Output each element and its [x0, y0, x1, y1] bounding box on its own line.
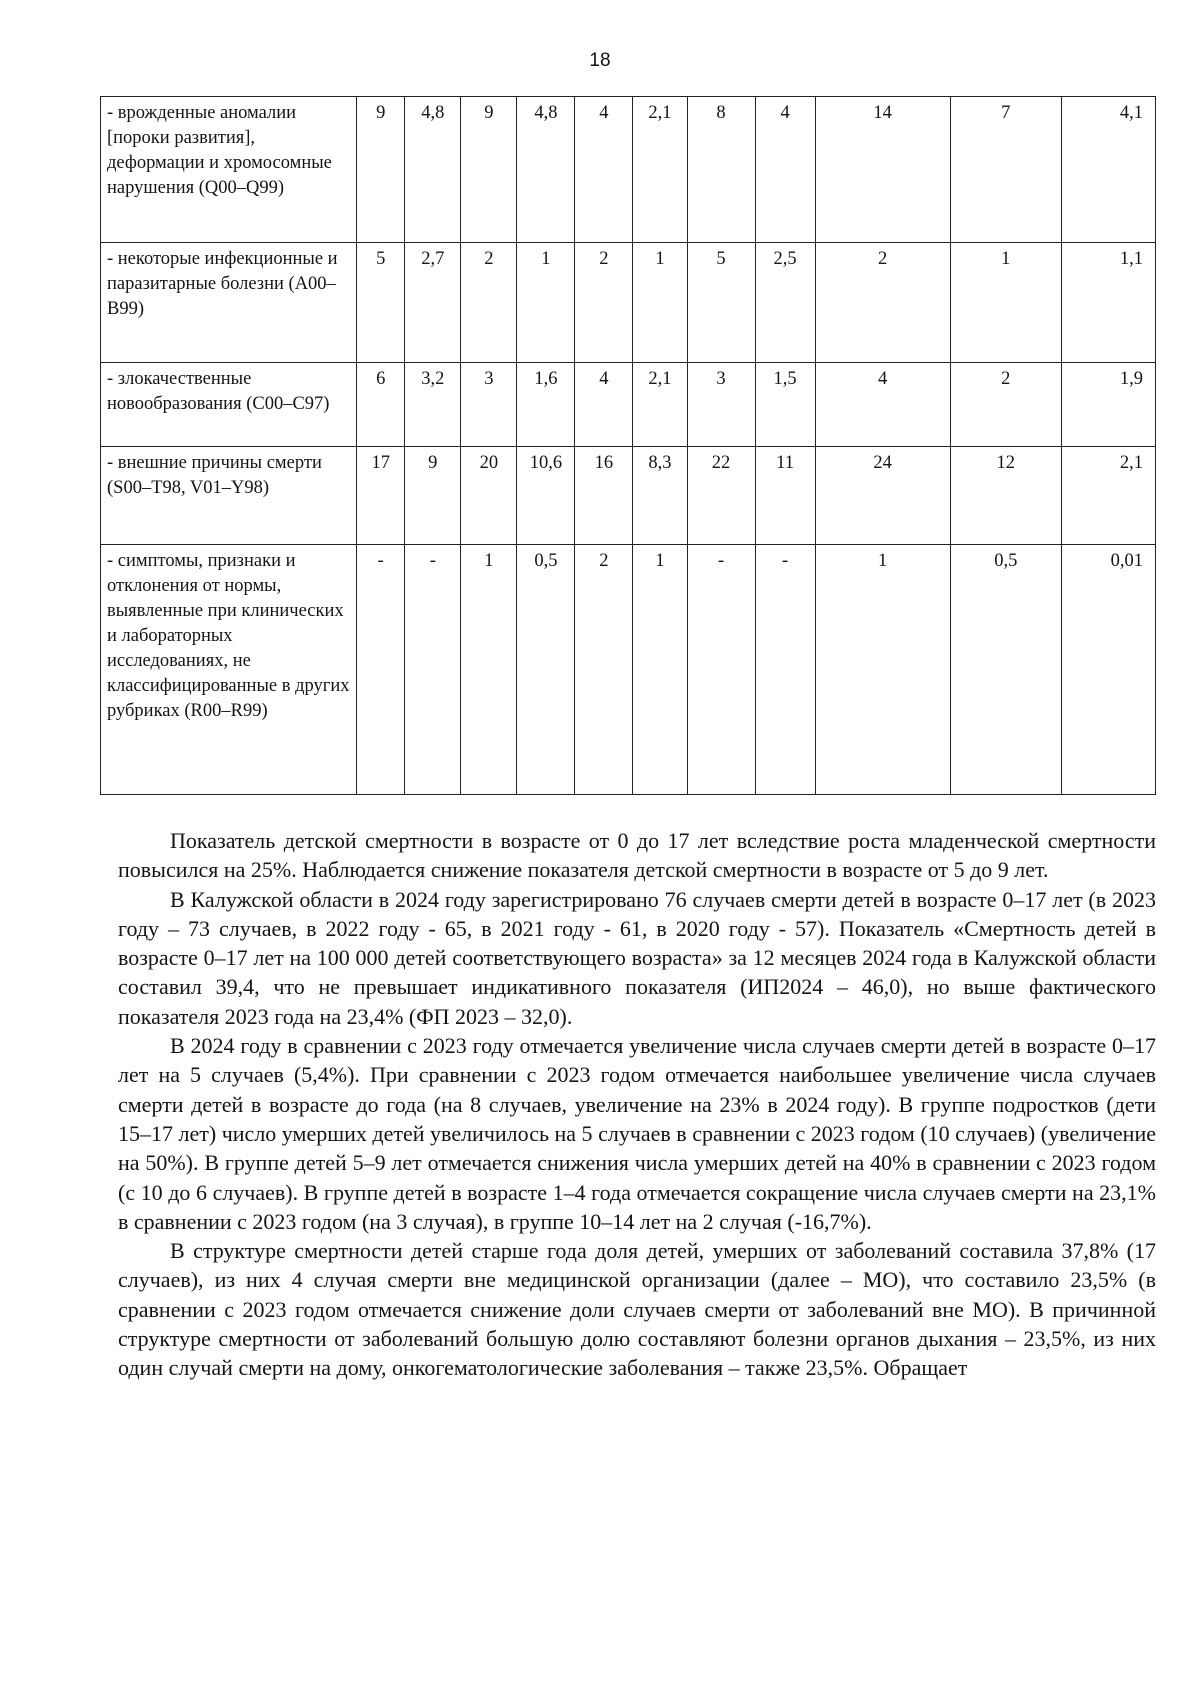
cause-label: - злокачественные новообразования (C00–C97) [101, 363, 357, 447]
table-row [101, 243, 1156, 363]
table-cell: 9 [357, 97, 405, 243]
table-row [101, 545, 1156, 795]
cause-label: - внешние причины смерти (S00–T98, V01–Y98) [101, 447, 357, 545]
table-cell: 2 [950, 363, 1061, 447]
page-number: 18 [589, 50, 611, 71]
table-cell: 24 [815, 447, 950, 545]
cause-label: - врожденные аномалии [пороки развития], деформации и хромосомные нарушения (Q00–Q99) [101, 97, 357, 243]
table-cell: 4 [575, 363, 633, 447]
table-cell: 1 [950, 243, 1061, 363]
table-cell: 4 [755, 97, 815, 243]
table-cell: 8 [687, 97, 755, 243]
table-cell: 7 [950, 97, 1061, 243]
table-cell: 2,1 [1061, 447, 1155, 545]
table-cell: 0,01 [1061, 545, 1155, 795]
table-cell: 17 [357, 447, 405, 545]
paragraph: В 2024 году в сравнении с 2023 году отмечается увеличение числа случаев смерти детей в возрасте 0–17 лет на 5 случаев (5,4%). При сравнении с 2023 годом отмечается наибольшее увеличение числа случаев смерти детей в возрасте до года (на 8 случаев, увеличение на 23% в 2024 году). В группе подростков (дети 15–17 лет) число умерших детей увеличилось на 5 случаев в сравнении с 2023 годом (10 случаев) (увеличение на 50%). В группе детей 5–9 лет отмечается снижения числа умерших детей на 40% в сравнении с 2023 годом (с 10 до 6 случаев). В группе детей в возрасте 1–4 года отмечается сокращение числа случаев смерти на 23,1% в сравнении с 2023 годом (на 3 случая), в группе 10–14 лет на 2 случая (-16,7%). [118, 1033, 1156, 1234]
table-cell: 1 [517, 243, 575, 363]
table-cell: 1 [461, 545, 517, 795]
table-cell: 1 [633, 545, 687, 795]
table-row [101, 97, 1156, 243]
table-cell: 4,8 [517, 97, 575, 243]
table-cell: 1 [633, 243, 687, 363]
table-cell: 3 [687, 363, 755, 447]
table-cell: 2 [575, 243, 633, 363]
table-cell: 2,7 [405, 243, 461, 363]
table-cell: 2,1 [633, 363, 687, 447]
table-cell: 4,8 [405, 97, 461, 243]
table-cell: 6 [357, 363, 405, 447]
table-cell: 1 [815, 545, 950, 795]
table-cell: - [405, 545, 461, 795]
table-cell: 1,1 [1061, 243, 1155, 363]
table-cell: 8,3 [633, 447, 687, 545]
table-cell: 4,1 [1061, 97, 1155, 243]
mortality-causes-table [100, 96, 1156, 795]
table-cell: 2 [461, 243, 517, 363]
table-cell: 2 [815, 243, 950, 363]
table-cell: 11 [755, 447, 815, 545]
table-cell: 1,9 [1061, 363, 1155, 447]
table-cell: 22 [687, 447, 755, 545]
paragraph: В Калужской области в 2024 году зарегистрировано 76 случаев смерти детей в возрасте 0–17 лет (в 2023 году – 73 случаев, в 2022 году - 65, в 2021 году - 61, в 2020 году - 57). Показатель «Смертность детей в возрасте 0–17 лет на 100 000 детей соответствующего возраста» за 12 месяцев 2024 года в Калужской области составил 39,4, что не превышает индикативного показателя (ИП2024 – 46,0), но выше фактического показателя 2023 года на 23,4% (ФП 2023 – 32,0). [118, 886, 1156, 1029]
table-cell: 9 [461, 97, 517, 243]
table-cell: 4 [815, 363, 950, 447]
body-text [118, 826, 1156, 1383]
table-cell: 14 [815, 97, 950, 243]
table-cell: 5 [687, 243, 755, 363]
table-cell: 3,2 [405, 363, 461, 447]
table-cell: - [357, 545, 405, 795]
table-cell: 9 [405, 447, 461, 545]
table-cell: 16 [575, 447, 633, 545]
table-cell: 0,5 [950, 545, 1061, 795]
table-cell: 20 [461, 447, 517, 545]
table-cell: 4 [575, 97, 633, 243]
cause-label: - симптомы, признаки и отклонения от нормы, выявленные при клинических и лабораторных исследованиях, не классифицированные в других рубриках (R00–R99) [101, 545, 357, 795]
cause-label: - некоторые инфекционные и паразитарные болезни (A00–B99) [101, 243, 357, 363]
table-cell: 0,5 [517, 545, 575, 795]
table-cell: 5 [357, 243, 405, 363]
table-row [101, 447, 1156, 545]
paragraph: В структуре смертности детей старше года доля детей, умерших от заболеваний составила 37,8% (17 случаев), из них 4 случая смерти вне медицинской организации (далее – МО), что составило 23,5% (в сравнении с 2023 годом отмечается снижение доли случаев смерти от заболеваний вне МО). В причинной структуре смертности от заболеваний большую долю составляют болезни органов дыхания – 23,5%, из них один случай смерти на дому, онкогематологические заболевания – также 23,5%. Обращает [118, 1238, 1156, 1381]
table-cell: 10,6 [517, 447, 575, 545]
table-cell: 2,1 [633, 97, 687, 243]
table-cell: - [755, 545, 815, 795]
table-cell: 2,5 [755, 243, 815, 363]
table-cell: 1,5 [755, 363, 815, 447]
table-cell: - [687, 545, 755, 795]
table-row [101, 363, 1156, 447]
table-cell: 1,6 [517, 363, 575, 447]
paragraph: Показатель детской смертности в возрасте от 0 до 17 лет вследствие роста младенческой смертности повысился на 25%. Наблюдается снижение показателя детской смертности в возрасте от 5 до 9 лет. [118, 828, 1156, 883]
table-cell: 2 [575, 545, 633, 795]
table-cell: 12 [950, 447, 1061, 545]
table-cell: 3 [461, 363, 517, 447]
